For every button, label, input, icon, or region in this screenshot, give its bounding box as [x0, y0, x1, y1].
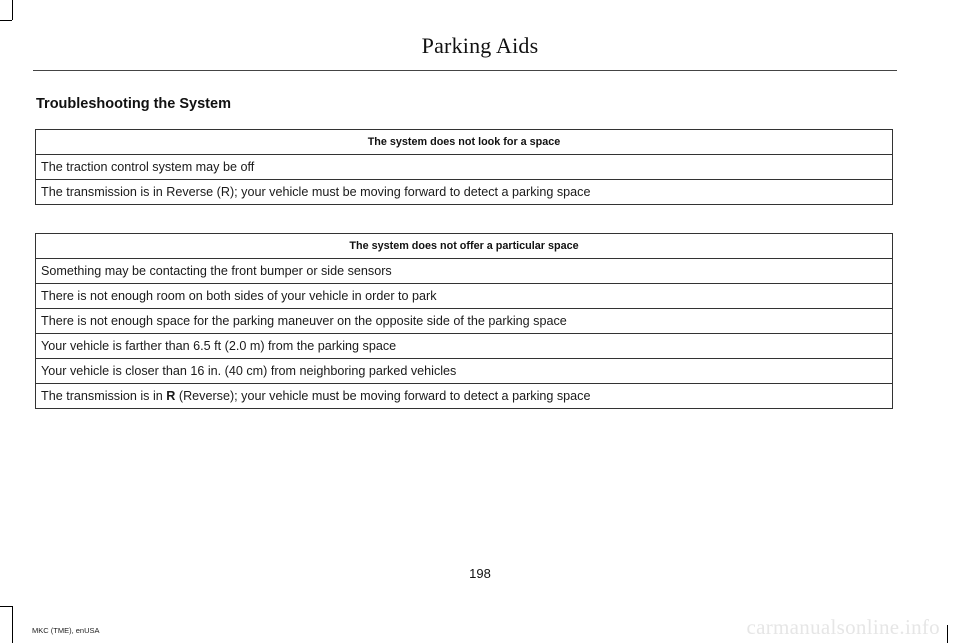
table-header: The system does not look for a space — [36, 130, 893, 155]
page-title: Parking Aids — [421, 33, 539, 58]
table-cell: Something may be contacting the front bumper or side sensors — [36, 259, 893, 284]
table-row — [36, 259, 893, 284]
table-row — [36, 309, 893, 334]
table-row — [36, 384, 893, 409]
table-header: The system does not offer a particular space — [36, 234, 893, 259]
crop-mark-top-left-h — [0, 20, 12, 21]
table-cell — [36, 384, 893, 409]
table-row — [36, 284, 893, 309]
crop-mark-bottom-right-v — [947, 625, 948, 643]
page-number: 198 — [469, 566, 491, 581]
table-cell: There is not enough room on both sides of your vehicle in order to park — [36, 284, 893, 309]
troubleshooting-table-no-search — [35, 129, 893, 205]
table-row — [36, 334, 893, 359]
watermark: carmanualsonline.info — [746, 615, 940, 639]
table-cell: There is not enough space for the parking maneuver on the opposite side of the parking space — [36, 309, 893, 334]
cell-text-suffix: (Reverse); your vehicle must be moving forward to detect a parking space — [175, 389, 591, 403]
gear-letter: R — [166, 389, 176, 403]
table-cell: Your vehicle is closer than 16 in. (40 cm) from neighboring parked vehicles — [36, 359, 893, 384]
crop-mark-bottom-left-v — [12, 606, 13, 643]
table-cell: Your vehicle is farther than 6.5 ft (2.0 m) from the parking space — [36, 334, 893, 359]
troubleshooting-table-no-offer — [35, 233, 893, 409]
table-cell: The transmission is in Reverse (R); your vehicle must be moving forward to detect a parking space — [36, 180, 893, 205]
table-header-row — [36, 130, 893, 155]
crop-mark-bottom-left-h — [0, 606, 12, 607]
table-header-row — [36, 234, 893, 259]
document-id: MKC (TME), enUSA — [32, 626, 100, 635]
crop-mark-top-left-v — [12, 0, 13, 20]
header-rule — [33, 70, 897, 71]
table-row — [36, 155, 893, 180]
table-row — [36, 359, 893, 384]
table-cell: The traction control system may be off — [36, 155, 893, 180]
section-heading: Troubleshooting the System — [36, 96, 231, 112]
table-row — [36, 180, 893, 205]
cell-text-prefix: The transmission is in — [41, 389, 167, 403]
